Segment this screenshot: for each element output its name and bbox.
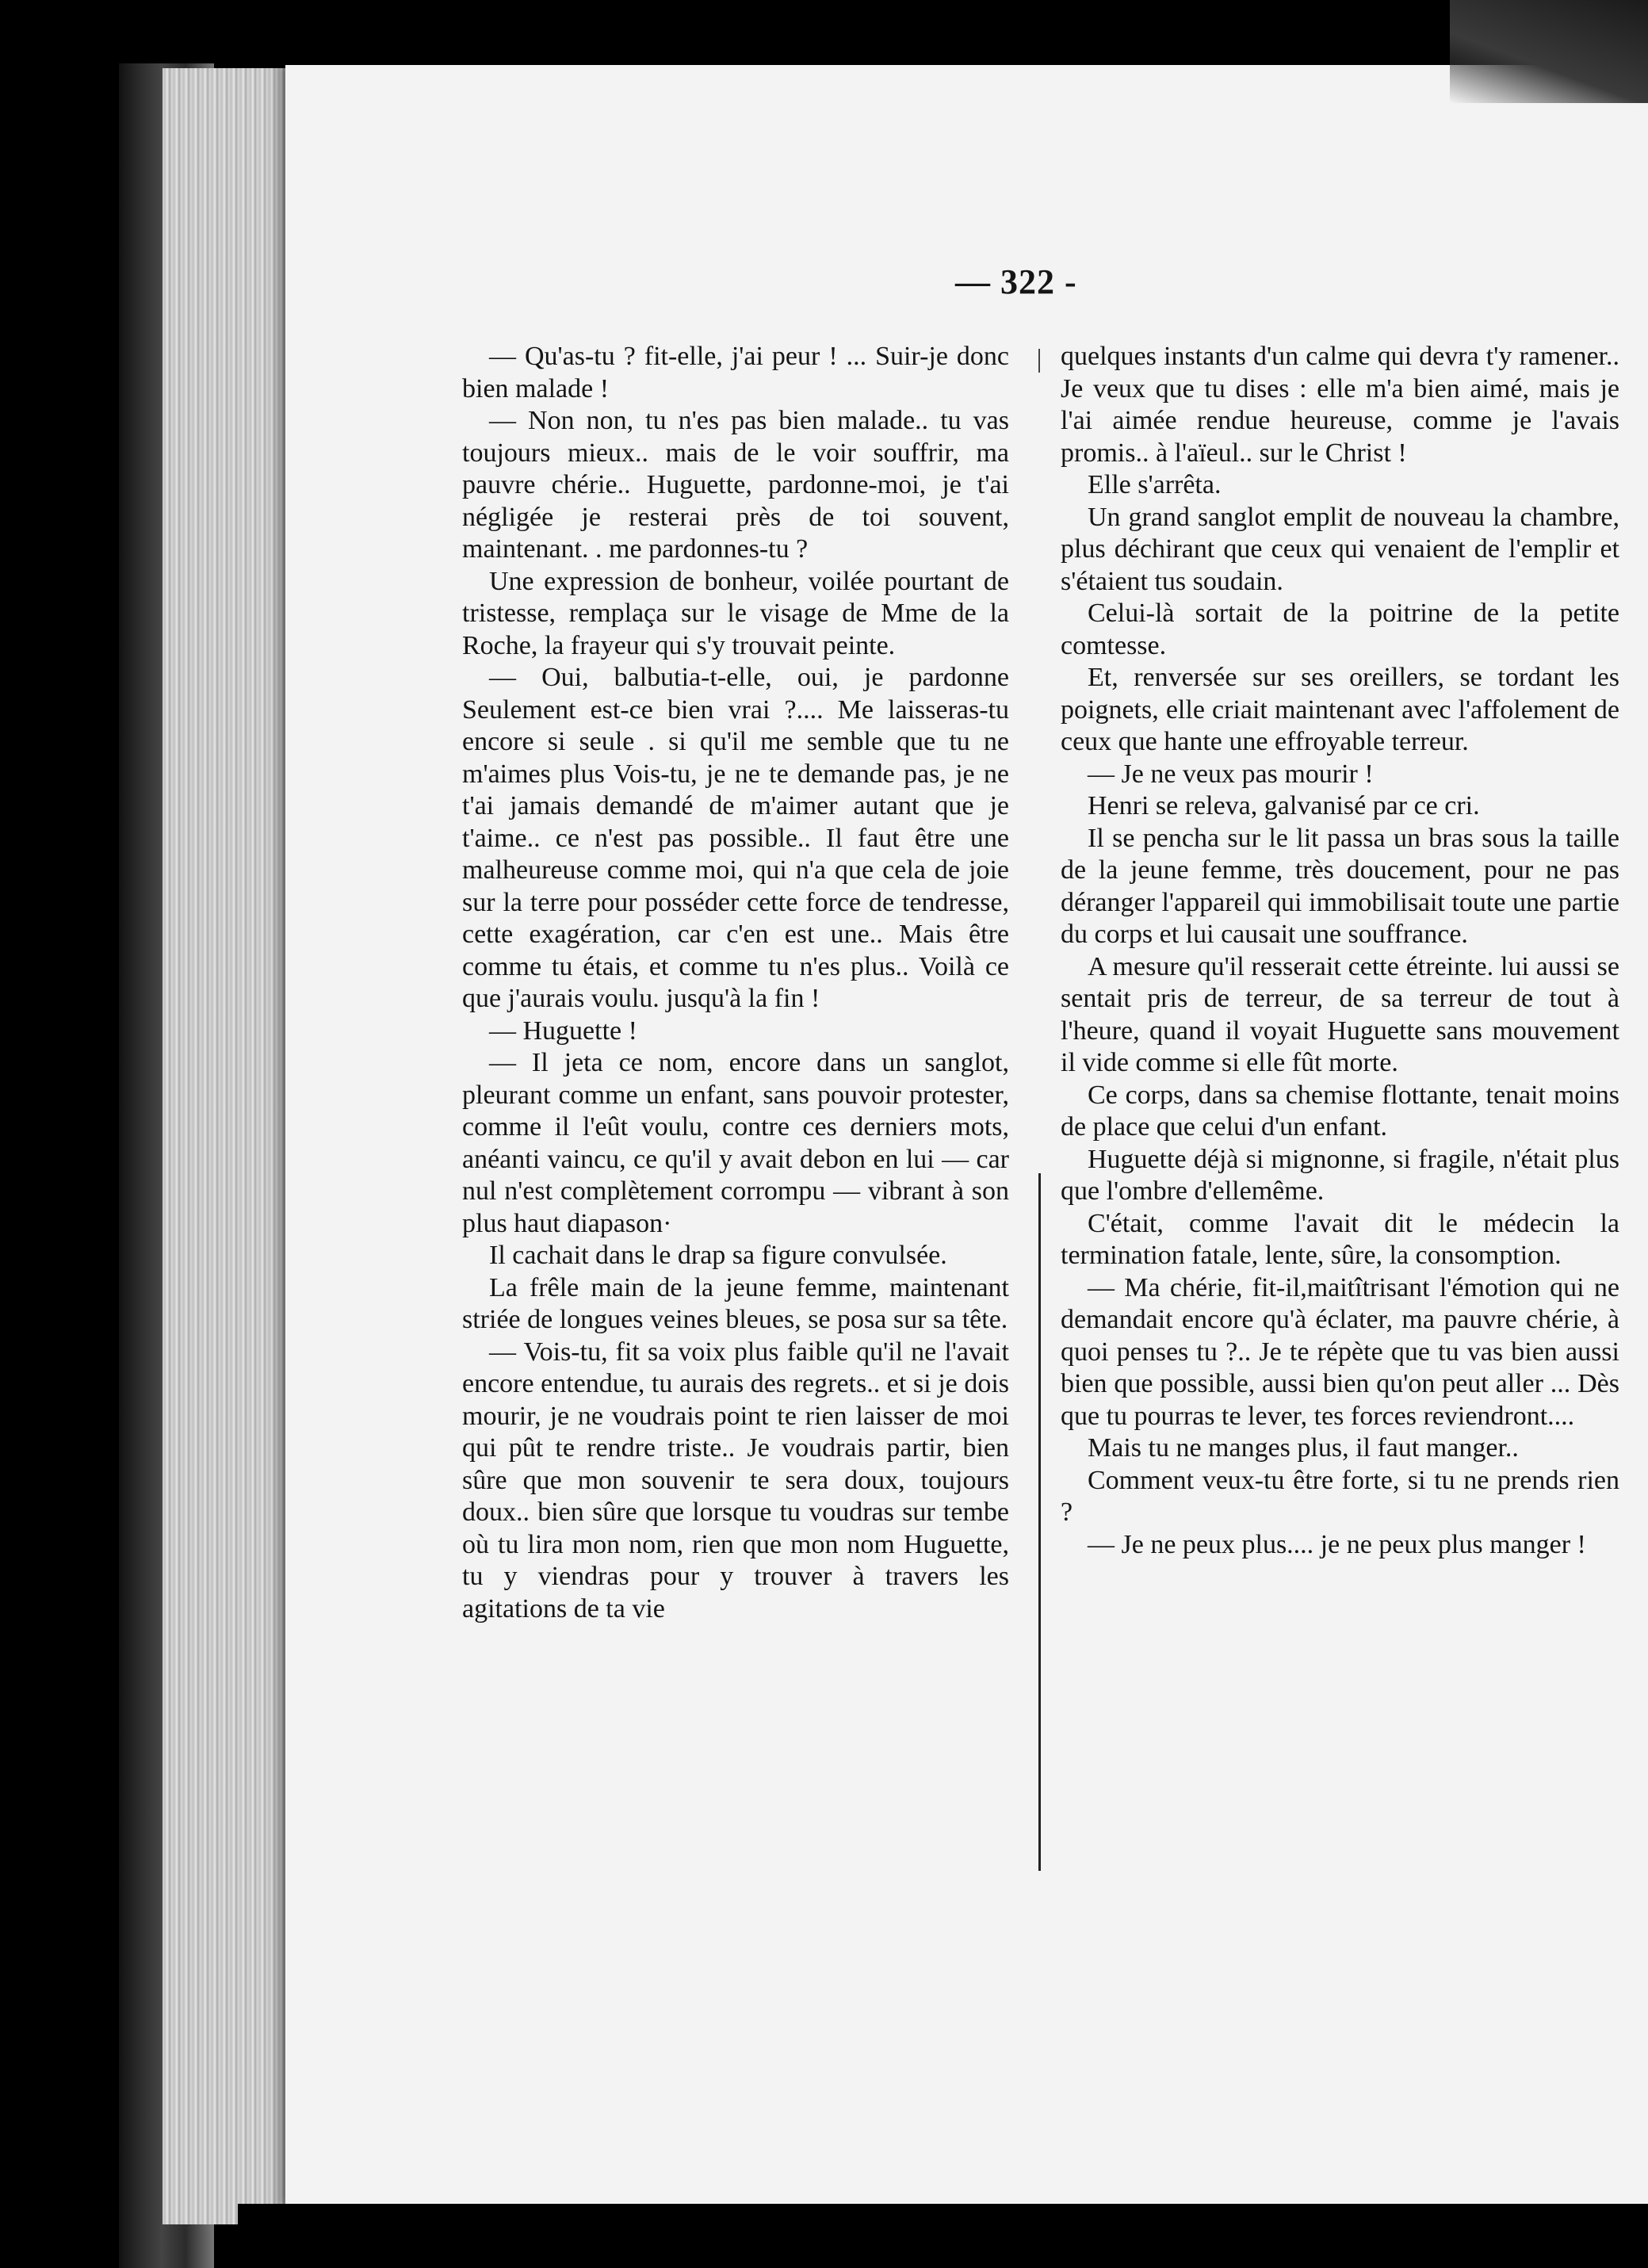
paragraph: La frêle main de la jeune femme, maintenant striée de longues veines bleues, se posa sur sa tête.: [462, 1272, 1009, 1334]
paragraph: Il cachait dans le drap sa figure convulsée.: [489, 1241, 947, 1270]
paragraph: Celui-là sortait de la poitrine de la petite comtesse.: [1061, 599, 1619, 660]
paragraph: Une expression de bonheur, voilée pourtant de tristesse, remplaça sur le visage de Mme de la Roche, la frayeur qui s'y trouvait peinte.: [462, 566, 1009, 660]
scan-corner-shadow: [1450, 0, 1648, 103]
paragraph: Il se pencha sur le lit passa un bras sous la taille de la jeune femme, très doucement, pour ne pas déranger l'appareil qui immobilisait toute une partie du corps et lui causait une souffrance.: [1061, 823, 1619, 949]
paragraph: — Il jeta ce nom, encore dans un sanglot, pleurant comme un enfant, sans pouvoir protester, comme il l'eût voulu, contre ces derniers mots, anéanti vaincu, ce qu'il y avait debon en lui — car nul n'est complètement corrompu — vibrant à son plus haut diapason·: [462, 1048, 1009, 1238]
paragraph: Ce corps, dans sa chemise flottante, tenait moins de place que celui d'un enfant.: [1061, 1080, 1619, 1142]
paragraph: — Qu'as-tu ? fit-elle, j'ai peur ! ... Suir-je donc bien malade !: [462, 342, 1009, 403]
paragraph: — Je ne peux plus.... je ne peux plus manger !: [1088, 1529, 1586, 1559]
paragraph: Mais tu ne manges plus, il faut manger..: [1088, 1433, 1519, 1463]
page-number: — 322 -: [955, 262, 1077, 301]
paragraph: quelques instants d'un calme qui devra t'y ramener.. Je veux que tu dises : elle m'a bien aimé, mais je l'ai aimée rendue heureuse, comme je l'avais promis.. à l'aïeul.. sur le Christ !: [1061, 342, 1619, 468]
paragraph: C'était, comme l'avait dit le médecin la termination fatale, lente, sûre, la consomption.: [1061, 1208, 1619, 1270]
paragraph: — Vois-tu, fit sa voix plus faible qu'il ne l'avait encore entendue, tu aurais des regrets.. et si je dois mourir, je ne voudrais point te rien laisser de moi qui pût te rendre triste.. Je voudrais partir, bien sûre que mon souvenir te sera doux, toujours doux.. bien sûre que lorsque tu voudras sur tembe où tu lira mon nom, rien que mon nom Huguette, tu y viendras pour y trouver à travers les agitations de ta vie: [462, 1337, 1009, 1624]
paragraph: — Non non, tu n'es pas bien malade.. tu vas toujours mieux.. mais de le voir souffrir, ma pauvre chérie.. Huguette, pardonne-moi, je t'ai négligée je resterai près de toi souvent, maintenant. . me pardonnes-tu ?: [462, 406, 1009, 564]
paragraph: Et, renversée sur ses oreillers, se tordant les poignets, elle criait maintenant avec l'affolement de ceux que hante une effroyable terreur.: [1061, 663, 1619, 756]
paragraph: — Ma chérie, fit-il,maitîtrisant l'émotion qui ne demandait encore qu'à éclater, ma pauvre chérie, à quoi penses tu ?.. Je te répète que tu vas bien aussi bien que possible, aussi bien qu'on peut aller ... Dès que tu pourras te lever, tes forces reviendront....: [1061, 1272, 1619, 1431]
paragraph: Comment veux-tu être forte, si tu ne prends rien ?: [1061, 1465, 1619, 1527]
paragraph: — Huguette !: [489, 1015, 637, 1046]
left-text-column: [462, 341, 1009, 1625]
paragraph: — Oui, balbutia-t-elle, oui, je pardonne Seulement est-ce bien vrai ?.... Me laisseras-tu encore si seule . si qu'il me semble que tu ne m'aimes plus Vois-tu, je ne te demande pas, je ne t'ai jamais demandé de m'aimer autant que je t'aime.. ce n'est pas possible.. Il faut être une malheureuse comme moi, qui n'a que cela de joie sur la terre pour posséder cette force de tendresse, cette exagération, car c'en est une.. Mais être comme tu étais, et comme tu n'es plus.. Voilà ce que j'aurais voulu. jusqu'à la fin !: [462, 663, 1009, 1013]
scan-bottom-shadow: [238, 2204, 1648, 2268]
paragraph: Huguette déjà si mignonne, si fragile, n'était plus que l'ombre d'ellemême.: [1061, 1144, 1619, 1206]
paragraph: Henri se releva, galvanisé par ce cri.: [1088, 791, 1480, 820]
right-text-column: [1061, 341, 1619, 1561]
column-divider: [1038, 1173, 1041, 1871]
paragraph: Un grand sanglot emplit de nouveau la chambre, plus déchirant que ceux qui venaient de l'emplir et s'étaient tus soudain.: [1061, 502, 1619, 596]
column-divider-mark: [1038, 349, 1040, 373]
paragraph: — Je ne veux pas mourir !: [1088, 759, 1374, 789]
paragraph: Elle s'arrêta.: [1088, 470, 1222, 499]
paragraph: A mesure qu'il resserait cette étreinte. lui aussi se sentait pris de terreur, de sa terreur de tout à l'heure, quand il voyait Huguette sans mouvement il vide comme si elle fût morte.: [1061, 951, 1619, 1077]
